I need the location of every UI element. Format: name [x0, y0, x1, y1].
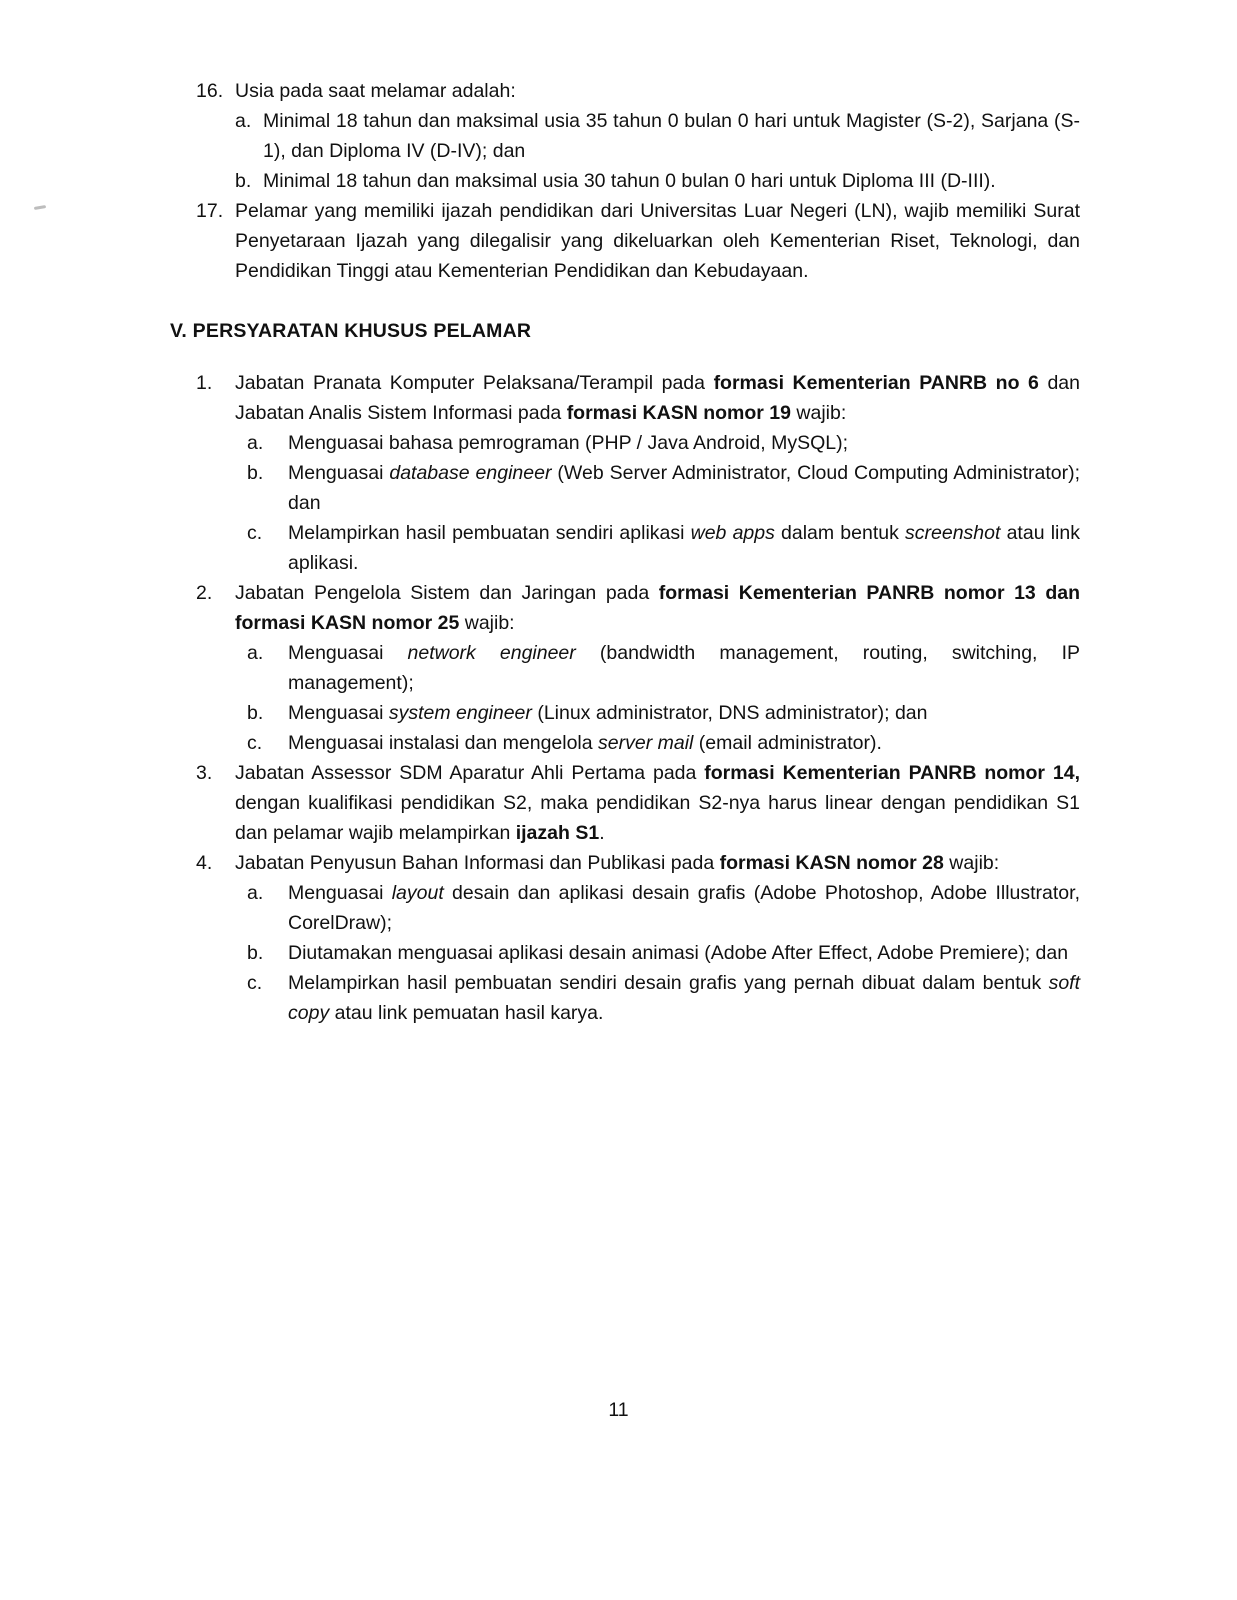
- list-item: [196, 196, 1080, 286]
- sub-item-paragraph: [263, 106, 1080, 166]
- item-content: [235, 196, 1080, 286]
- sub-item-paragraph: [288, 728, 1080, 758]
- sub-item-paragraph: [288, 968, 1080, 1028]
- text-run: network engineer: [407, 642, 576, 664]
- item-content: [235, 76, 1080, 196]
- text-run: dengan kualifikasi pendidikan S2, maka pendidikan S2-nya harus linear dengan pendidikan S1 dan pelamar wajib melampirkan: [235, 792, 1080, 844]
- text-run: Minimal 18 tahun dan maksimal usia 35 tahun 0 bulan 0 hari untuk Magister (S-2), Sarjana (S-1), dan Diploma IV (D-IV); dan: [263, 110, 1080, 162]
- sub-item-letter: a.: [247, 642, 264, 664]
- sub-list-item: [247, 428, 1080, 458]
- sub-item-letter: b.: [247, 462, 264, 484]
- text-run: Jabatan Pranata Komputer Pelaksana/Terampil pada: [235, 372, 714, 394]
- item-paragraph: [235, 196, 1080, 286]
- item-content: [235, 758, 1080, 848]
- list-item: [196, 578, 1080, 758]
- item-paragraph: [235, 848, 1080, 878]
- sub-list-item: [235, 166, 1080, 196]
- scan-artifact: [34, 205, 46, 210]
- text-run: (Linux administrator, DNS administrator); dan: [531, 702, 928, 724]
- text-run: ijazah S1: [515, 822, 600, 844]
- document-body: [170, 76, 1080, 1028]
- sub-item-letter: c.: [247, 732, 263, 754]
- item-paragraph: [235, 368, 1080, 428]
- numbered-list: [170, 368, 1080, 1028]
- item-number: 2.: [196, 582, 213, 604]
- sub-item-paragraph: [288, 428, 1080, 458]
- sub-item-letter: b.: [235, 170, 252, 192]
- page-number: 11: [608, 1399, 629, 1421]
- text-run: wajib:: [943, 852, 1000, 874]
- text-run: database engineer: [389, 462, 552, 484]
- text-run: atau link aplikasi.: [288, 522, 1080, 574]
- text-run: server mail: [598, 732, 694, 754]
- sub-item-letter: b.: [247, 942, 264, 964]
- list-item: [196, 368, 1080, 578]
- item-content: [235, 368, 1080, 578]
- item-paragraph: [235, 578, 1080, 638]
- sub-item-paragraph: [288, 878, 1080, 938]
- text-run: web apps: [690, 522, 775, 544]
- item-number: 17.: [196, 200, 224, 222]
- sub-list-item: [247, 878, 1080, 938]
- numbered-list: [170, 76, 1080, 286]
- item-number: 3.: [196, 762, 213, 784]
- text-run: (bandwidth management, routing, switching, IP management);: [288, 642, 1080, 694]
- list-item: [196, 758, 1080, 848]
- sub-item-letter: c.: [247, 522, 263, 544]
- text-run: formasi Kementerian PANRB no 6: [713, 372, 1039, 394]
- text-run: dalam bentuk: [774, 522, 906, 544]
- text-run: Menguasai instalasi dan mengelola: [288, 732, 599, 754]
- item-content: [235, 578, 1080, 758]
- text-run: Jabatan Assessor SDM Aparatur Ahli Pertama pada: [235, 762, 705, 784]
- item-paragraph: [235, 76, 1080, 106]
- sub-item-letter: a.: [247, 432, 264, 454]
- text-run: Melampirkan hasil pembuatan sendiri desain grafis yang pernah dibuat dalam bentuk: [288, 972, 1049, 994]
- sub-item-letter: a.: [247, 882, 264, 904]
- text-run: Usia pada saat melamar adalah:: [235, 80, 516, 102]
- text-run: formasi KASN nomor 19: [566, 402, 791, 424]
- item-content: [235, 848, 1080, 1028]
- sub-item-paragraph: [288, 698, 1080, 728]
- sub-list-item: [247, 698, 1080, 728]
- sub-list-item: [247, 518, 1080, 578]
- text-run: screenshot: [905, 522, 1001, 544]
- list-item: [196, 76, 1080, 196]
- sub-item-paragraph: [288, 458, 1080, 518]
- item-number: 4.: [196, 852, 213, 874]
- sub-list-item: [235, 106, 1080, 166]
- text-run: wajib:: [791, 402, 847, 424]
- text-run: Jabatan Penyusun Bahan Informasi dan Publikasi pada: [235, 852, 720, 874]
- sub-item-paragraph: [288, 938, 1080, 968]
- item-number: 1.: [196, 372, 213, 394]
- text-run: formasi Kementerian PANRB nomor 13 dan formasi KASN nomor 25: [235, 582, 1080, 634]
- text-run: (Web Server Administrator, Cloud Computing Administrator); dan: [288, 462, 1080, 514]
- text-run: formasi Kementerian PANRB nomor 14,: [704, 762, 1080, 784]
- text-run: wajib:: [459, 612, 515, 634]
- sub-item-letter: b.: [247, 702, 264, 724]
- section-heading: V. PERSYARATAN KHUSUS PELAMAR: [170, 320, 532, 342]
- sub-list-item: [247, 458, 1080, 518]
- text-run: Menguasai: [288, 462, 390, 484]
- text-run: Minimal 18 tahun dan maksimal usia 30 tahun 0 bulan 0 hari untuk Diploma III (D-III).: [263, 170, 996, 192]
- sub-list-item: [247, 938, 1080, 968]
- text-run: .: [599, 822, 605, 844]
- text-run: Menguasai: [288, 882, 392, 904]
- sub-item-letter: a.: [235, 110, 252, 132]
- sub-item-paragraph: [288, 638, 1080, 698]
- sub-list-item: [247, 968, 1080, 1028]
- text-run: Pelamar yang memiliki ijazah pendidikan dari Universitas Luar Negeri (LN), wajib memiliki Surat Penyetaraan Ijazah yang dilegalisir yang dikeluarkan oleh Kementerian Riset, Teknologi, dan Pendidikan Tinggi atau Kementerian Pendidikan dan Kebudayaan.: [235, 200, 1080, 282]
- sub-item-letter: c.: [247, 972, 263, 994]
- sub-item-paragraph: [263, 166, 1080, 196]
- text-run: (email administrator).: [693, 732, 882, 754]
- sub-list-item: [247, 638, 1080, 698]
- text-run: Menguasai: [288, 702, 389, 724]
- text-run: dan Jabatan Analis Sistem Informasi pada: [235, 372, 1080, 424]
- text-run: desain dan aplikasi desain grafis (Adobe Photoshop, Adobe Illustrator, CorelDraw);: [288, 882, 1080, 934]
- text-run: Melampirkan hasil pembuatan sendiri aplikasi: [288, 522, 691, 544]
- item-number: 16.: [196, 80, 224, 102]
- item-paragraph: [235, 758, 1080, 848]
- text-run: layout: [391, 882, 444, 904]
- sub-list-item: [247, 728, 1080, 758]
- text-run: soft copy: [288, 972, 1080, 1024]
- text-run: Menguasai: [288, 642, 408, 664]
- text-run: Diutamakan menguasai aplikasi desain animasi (Adobe After Effect, Adobe Premiere); dan: [288, 942, 1069, 964]
- text-run: Menguasai bahasa pemrograman (PHP / Java Android, MySQL);: [288, 432, 849, 454]
- sub-item-paragraph: [288, 518, 1080, 578]
- text-run: system engineer: [388, 702, 532, 724]
- text-run: formasi KASN nomor 28: [719, 852, 944, 874]
- text-run: Jabatan Pengelola Sistem dan Jaringan pada: [235, 582, 659, 604]
- text-run: atau link pemuatan hasil karya.: [329, 1002, 604, 1024]
- list-item: [196, 848, 1080, 1028]
